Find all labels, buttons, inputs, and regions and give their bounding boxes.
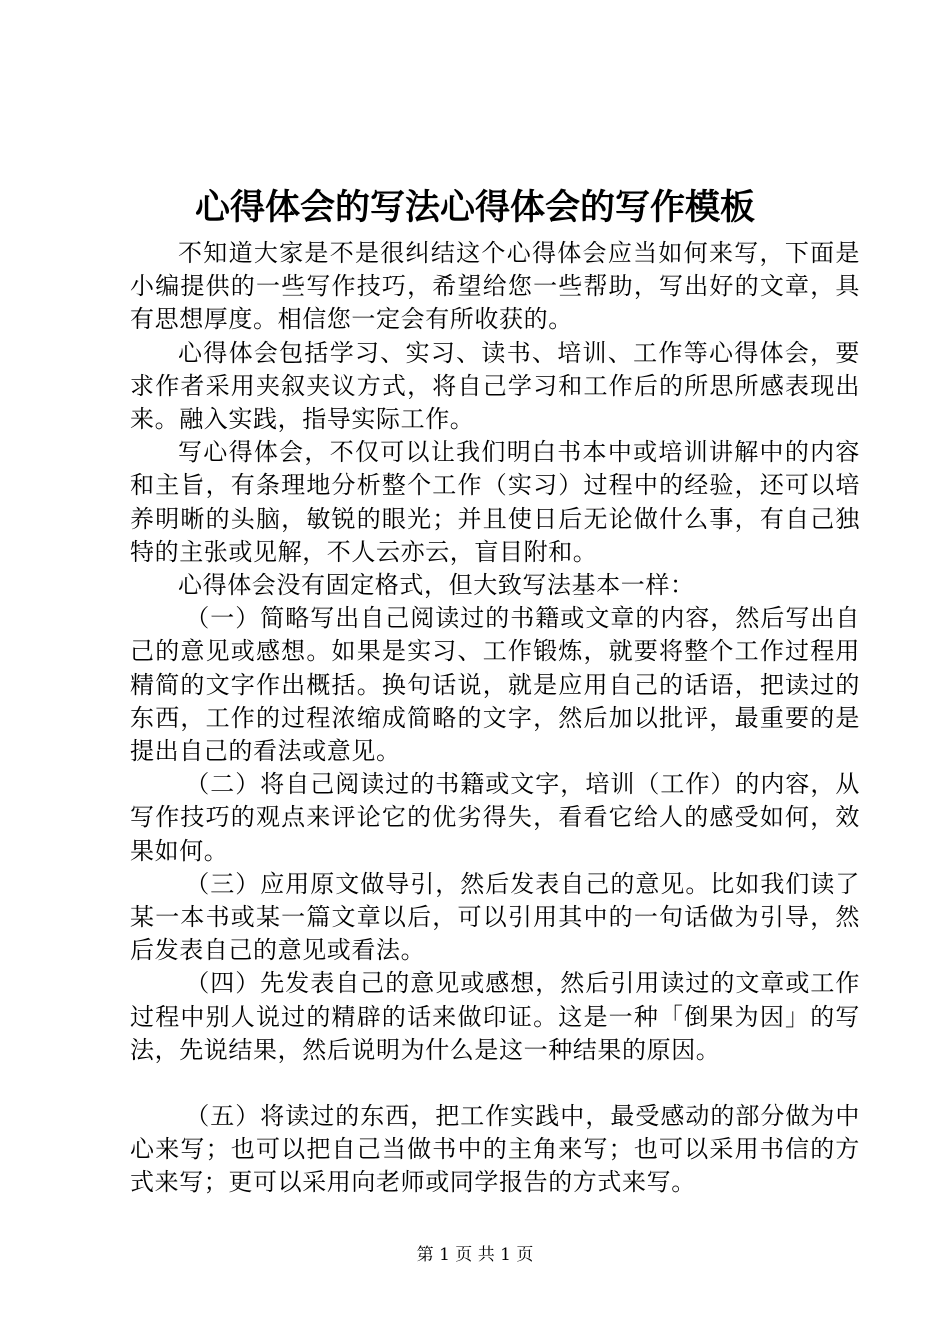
paragraph-method-4: （四）先发表自己的意见或感想，然后引用读过的文章或工作过程中别人说过的精辟的话来做印证。这是一种「倒果为因」的写法，先说结果，然后说明为什么是这一种结果的原因。 (130, 969, 860, 1064)
paragraph-format: 心得体会没有固定格式，但大致写法基本一样： (178, 571, 695, 600)
paragraph-benefits: 写心得体会，不仅可以让我们明白书本中或培训讲解中的内容和主旨，有条理地分析整个工作（实习）过程中的经验，还可以培养明晰的头脑，敏锐的眼光；并且使日后无论做什么事，有自己独特的主张或见解，不人云亦云，盲目附和。 (130, 438, 860, 566)
paragraph-intro: 不知道大家是不是很纠结这个心得体会应当如何来写，下面是小编提供的一些写作技巧，希望给您一些帮助，写出好的文章，具有思想厚度。相信您一定会有所收获的。 (130, 239, 860, 334)
paragraph-method-1: （一）简略写出自己阅读过的书籍或文章的内容，然后写出自己的意见或感想。如果是实习、工作锻炼，就要将整个工作过程用精简的文字作出概括。换句话说，就是应用自己的话语，把读过的东西，工作的过程浓缩成简略的文字，然后加以批评，最重要的是提出自己的看法或意见。 (130, 604, 860, 766)
paragraph-definition: 心得体会包括学习、实习、读书、培训、工作等心得体会，要求作者采用夹叙夹议方式，将自己学习和工作后的所思所感表现出来。融入实践，指导实际工作。 (130, 338, 860, 434)
page-number-footer: 第 1 页 共 1 页 (416, 1245, 534, 1265)
paragraph-method-2: （二）将自己阅读过的书籍或文字，培训（工作）的内容，从写作技巧的观点来评论它的优劣得失，看看它给人的感受如何，效果如何。 (130, 770, 860, 865)
paragraph-method-5: （五）将读过的东西，把工作实践中，最受感动的部分做为中心来写；也可以把自己当做书中的主角来写；也可以采用书信的方式来写；更可以采用向老师或同学报告的方式来写。 (130, 1102, 860, 1197)
document-body (130, 237, 860, 1200)
paragraph-method-3: （三）应用原文做导引，然后发表自己的意见。比如我们读了某一本书或某一篇文章以后，可以引用其中的一句话做为引导，然后发表自己的意见或看法。 (130, 869, 860, 965)
document-title: 心得体会的写法心得体会的写作模板 (194, 187, 755, 228)
